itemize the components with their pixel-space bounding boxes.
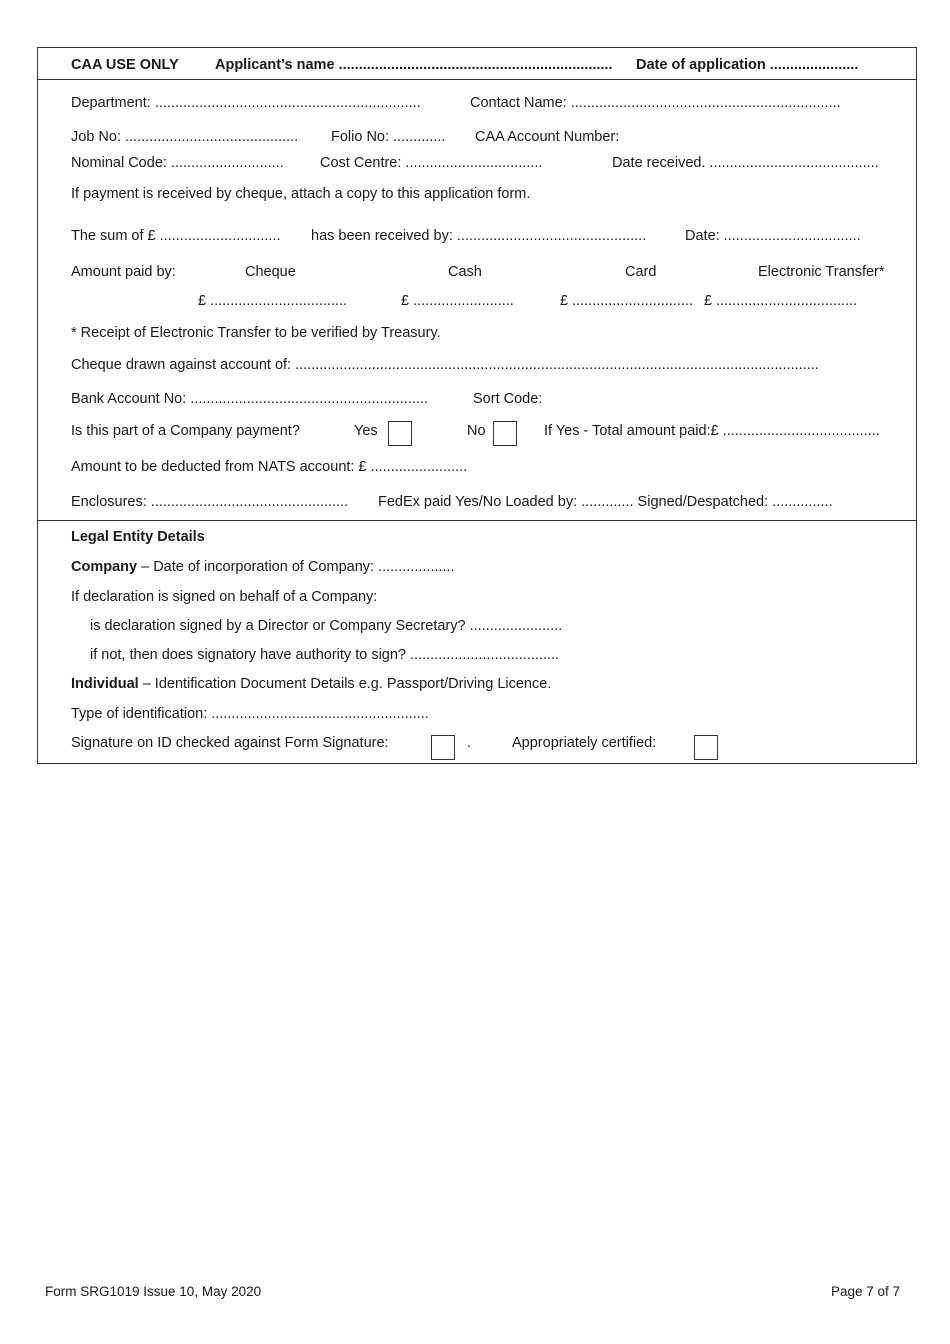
caa-use-only-label: CAA USE ONLY	[71, 57, 179, 73]
company-payment-yes-checkbox[interactable]	[388, 421, 412, 446]
legal-section-divider	[38, 520, 916, 521]
amount-paid-by-label: Amount paid by:	[71, 264, 176, 280]
cheque-drawn-field[interactable]: Cheque drawn against account of: ..................................................................................................................................	[71, 357, 819, 373]
bank-account-no-field[interactable]: Bank Account No: ...........................................................	[71, 391, 428, 407]
company-incorporation-field[interactable]: – Date of incorporation of Company: ...................	[137, 559, 455, 575]
legal-entity-heading: Legal Entity Details	[71, 529, 205, 545]
individual-id-line	[71, 675, 551, 693]
company-payment-yes-label: Yes	[354, 423, 378, 439]
company-payment-question: Is this part of a Company payment?	[71, 423, 300, 439]
form-id-footer: Form SRG1019 Issue 10, May 2020	[45, 1284, 262, 1299]
method-cheque-label: Cheque	[245, 264, 296, 280]
cheque-copy-note: If payment is received by cheque, attach a copy to this application form.	[71, 186, 531, 202]
header-divider	[38, 79, 916, 80]
card-amount-field[interactable]: £ ..............................	[560, 293, 693, 309]
electronic-transfer-note: * Receipt of Electronic Transfer to be verified by Treasury.	[71, 325, 441, 341]
cheque-amount-field[interactable]: £ ..................................	[198, 293, 348, 309]
department-field[interactable]: Department: ..................................................................	[71, 95, 421, 111]
cash-amount-field[interactable]: £ .........................	[401, 293, 514, 309]
declaration-on-behalf-label: If declaration is signed on behalf of a Company:	[71, 589, 378, 605]
folio-no-field[interactable]: Folio No: .............	[331, 129, 446, 145]
appropriately-certified-checkbox[interactable]	[694, 735, 718, 760]
received-by-field[interactable]: has been received by: ...............................................	[311, 228, 647, 244]
date-of-application-field[interactable]: Date of application ......................	[636, 57, 859, 73]
total-amount-paid-field[interactable]: If Yes - Total amount paid:£ .......................................	[544, 423, 880, 439]
enclosures-field[interactable]: Enclosures: .................................................	[71, 494, 349, 510]
method-card-label: Card	[625, 264, 657, 280]
job-no-field[interactable]: Job No: ...........................................	[71, 129, 299, 145]
signature-dot: .	[467, 735, 472, 751]
fedex-despatch-field[interactable]: FedEx paid Yes/No Loaded by: ............. Signed/Despatched: ...............	[378, 494, 833, 510]
signatory-authority-field[interactable]: if not, then does signatory have authority to sign? .....................................	[90, 647, 560, 663]
applicant-name-field[interactable]: Applicant’s name ....................................................................	[215, 57, 613, 73]
signature-checked-checkbox[interactable]	[431, 735, 455, 760]
company-label: Company	[71, 559, 138, 575]
sum-of-field[interactable]: The sum of £ ..............................	[71, 228, 281, 244]
director-signed-field[interactable]: is declaration signed by a Director or Company Secretary? .......................	[90, 618, 563, 634]
nominal-code-field[interactable]: Nominal Code: ............................	[71, 155, 284, 171]
method-cash-label: Cash	[448, 264, 482, 280]
nats-deduction-field[interactable]: Amount to be deducted from NATS account: £ ........................	[71, 459, 468, 475]
company-incorporation-line[interactable]	[71, 558, 455, 576]
electronic-transfer-amount-field[interactable]: £ ...................................	[704, 293, 858, 309]
page-number-footer: Page 7 of 7	[831, 1284, 901, 1299]
date-received-field[interactable]: Date received. ..........................................	[612, 155, 879, 171]
company-payment-no-label: No	[467, 423, 486, 439]
sort-code-label: Sort Code:	[473, 391, 543, 407]
type-of-identification-field[interactable]: Type of identification: ......................................................	[71, 706, 429, 722]
cost-centre-field[interactable]: Cost Centre: ..................................	[320, 155, 543, 171]
company-payment-no-checkbox[interactable]	[493, 421, 517, 446]
payment-date-field[interactable]: Date: ..................................	[685, 228, 861, 244]
appropriately-certified-label: Appropriately certified:	[512, 735, 657, 751]
contact-name-field[interactable]: Contact Name: ...................................................................	[470, 95, 841, 111]
caa-account-number-label: CAA Account Number:	[475, 129, 620, 145]
individual-label: Individual	[71, 676, 139, 692]
method-electronic-transfer-label: Electronic Transfer*	[758, 264, 885, 280]
individual-id-text: – Identification Document Details e.g. Passport/Driving Licence.	[138, 676, 552, 692]
signature-checked-label: Signature on ID checked against Form Signature:	[71, 735, 389, 751]
